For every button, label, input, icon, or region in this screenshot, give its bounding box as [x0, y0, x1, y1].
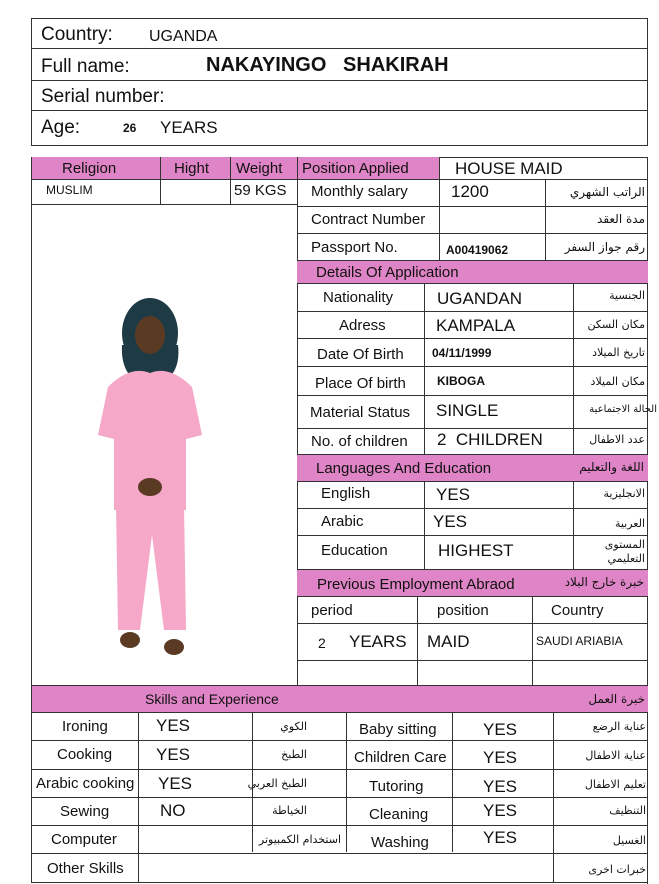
marital-status-value: SINGLE [436, 401, 499, 420]
skill-washing-ar: الغسيل [612, 834, 646, 847]
dob-value: 04/11/1999 [432, 346, 492, 360]
skill-baby-sitting-label: Baby sitting [359, 721, 437, 738]
skill-sewing-label: Sewing [60, 803, 110, 820]
full-name-value: NAKAYINGO SHAKIRAH [206, 54, 449, 76]
skills-title-ar: خبرة العمل [588, 692, 645, 706]
marital-status-label: Material Status [310, 404, 411, 421]
english-value: YES [436, 485, 471, 504]
skill-cleaning-ar: التنظيف [609, 804, 646, 817]
children-value: 2 CHILDREN [437, 430, 543, 449]
nationality-ar: الجنسية [609, 289, 645, 302]
skill-washing-label: Washing [371, 834, 429, 851]
skill-washing-value: YES [483, 828, 518, 847]
position-applied-label: Position Applied [302, 160, 409, 177]
skill-arabic-cooking-value: YES [158, 774, 193, 793]
education-value: HIGHEST [438, 541, 514, 560]
languages-title-ar: اللغة والتعليم [579, 460, 644, 474]
height-label: Hight [174, 160, 210, 177]
weight-label: Weight [236, 160, 283, 177]
dob-label: Date Of Birth [317, 346, 404, 363]
skill-tutoring-value: YES [483, 777, 518, 796]
employment-header-period: period [311, 602, 353, 619]
period-unit: YEARS [349, 632, 407, 651]
age-label: Age: [41, 117, 81, 138]
skill-children-care-label: Children Care [354, 749, 447, 766]
skill-ironing-ar: الكوي [280, 720, 307, 733]
skill-children-care-ar: عناية الاطفال [585, 749, 646, 762]
monthly-salary-label: Monthly salary [311, 183, 408, 200]
skill-other-ar: خبرات اخرى [588, 863, 646, 876]
country-label: Country: [41, 24, 113, 45]
skill-sewing-ar: الخياطة [272, 804, 307, 817]
skill-sewing-value: NO [160, 801, 186, 820]
position-applied-value: HOUSE MAID [455, 159, 563, 178]
skill-cooking-value: YES [156, 745, 191, 764]
children-ar: عدد الاطفال [589, 433, 645, 446]
place-of-birth-label: Place Of birth [315, 375, 406, 392]
skill-tutoring-ar: تعليم الاطفال [584, 778, 646, 791]
full-name-label: Full name: [41, 56, 130, 77]
skill-computer-label: Computer [51, 831, 117, 848]
english-ar: الانجليزية [603, 487, 645, 500]
arabic-label: Arabic [321, 513, 364, 530]
age-unit: YEARS [160, 118, 218, 137]
monthly-salary-value: 1200 [451, 182, 489, 201]
skill-cleaning-value: YES [483, 801, 518, 820]
address-label: Adress [339, 317, 386, 334]
address-ar: مكان السكن [587, 318, 645, 331]
passport-value: A00419062 [446, 243, 509, 257]
position-value: MAID [427, 632, 470, 651]
education-label: Education [321, 542, 388, 559]
place-of-birth-ar: مكان الميلاد [590, 375, 645, 388]
languages-title: Languages And Education [316, 460, 492, 477]
applicant-photo [90, 295, 210, 660]
skill-baby-sitting-value: YES [483, 720, 518, 739]
skills-title: Skills and Experience [145, 691, 279, 707]
skill-computer-ar: استخدام الكمبيوتر [258, 833, 341, 846]
skill-other-label: Other Skills [47, 860, 124, 877]
education-ar-2: التعليمي [607, 552, 645, 565]
skill-cooking-label: Cooking [57, 746, 113, 763]
serial-number-label: Serial number: [41, 86, 165, 107]
education-ar-1: المستوى [604, 538, 645, 551]
period-number: 2 [318, 635, 326, 651]
address-value: KAMPALA [436, 316, 516, 335]
contract-number-ar: مدة العقد [597, 212, 645, 226]
monthly-salary-ar: الراتب الشهري [569, 185, 645, 199]
skill-baby-sitting-ar: عناية الرضع [592, 720, 646, 733]
english-label: English [321, 485, 371, 502]
skill-ironing-label: Ironing [62, 718, 108, 735]
religion-value: MUSLIM [46, 183, 93, 197]
application-title: Details Of Application [316, 264, 459, 281]
employment-header-position: position [437, 602, 489, 619]
arabic-value: YES [433, 512, 468, 531]
nationality-label: Nationality [323, 289, 394, 306]
country-value-employment: SAUDI ARIABIA [536, 634, 623, 648]
skill-arabic-cooking-ar: الطبخ العربي [247, 777, 307, 790]
skill-tutoring-label: Tutoring [369, 778, 424, 795]
employment-title-ar: خبرة خارج البلاد [564, 575, 644, 589]
employment-title: Previous Employment Abraod [317, 576, 515, 593]
skill-children-care-value: YES [483, 748, 518, 767]
nationality-value: UGANDAN [437, 289, 523, 308]
skill-arabic-cooking-label: Arabic cooking [36, 775, 135, 792]
weight-value: 59 KGS [234, 182, 287, 199]
place-of-birth-value: KIBOGA [437, 374, 485, 388]
dob-ar: تاريخ الميلاد [592, 346, 645, 359]
skill-cooking-ar: الطبخ [281, 748, 307, 761]
children-label: No. of children [311, 433, 408, 450]
skill-cleaning-label: Cleaning [369, 806, 429, 823]
marital-status-ar: الحالة الاجتماعية [589, 404, 657, 415]
religion-label: Religion [62, 160, 117, 177]
passport-ar: رقم جواز السفر [564, 240, 645, 254]
contract-number-label: Contract Number [311, 211, 426, 228]
arabic-ar: العربية [614, 517, 645, 530]
employment-header-country: Country [551, 602, 604, 619]
age-number: 26 [123, 121, 137, 135]
passport-label: Passport No. [311, 239, 398, 256]
country-value: UGANDA [149, 28, 218, 45]
skill-ironing-value: YES [156, 716, 191, 735]
